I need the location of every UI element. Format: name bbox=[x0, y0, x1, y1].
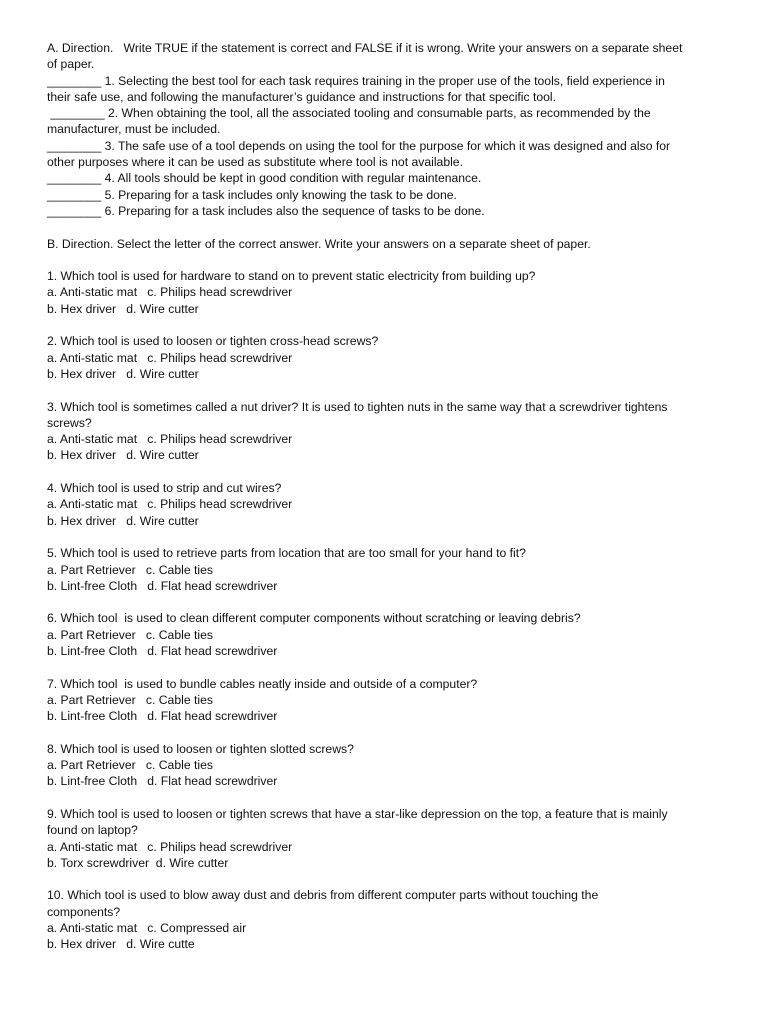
question-5 bbox=[47, 545, 727, 594]
question-7 bbox=[47, 676, 727, 725]
choices-b-d: b. Lint-free Cloth d. Flat head screwdriver bbox=[47, 774, 278, 789]
question-spacer bbox=[47, 871, 727, 887]
choices-a-c: a. Anti-static mat c. Philips head screwdriver bbox=[47, 350, 293, 365]
choices-a-c: a. Part Retriever c. Cable ties bbox=[47, 562, 213, 577]
question-text: 2. Which tool is used to loosen or tighten cross-head screws? bbox=[47, 334, 379, 349]
true-false-item-line: other purposes where it can be used as substitute where tool is not available. bbox=[47, 155, 463, 170]
question-spacer bbox=[47, 382, 727, 398]
true-false-item-line: their safe use, and following the manufacturer’s guidance and instructions for that specific tool. bbox=[47, 89, 557, 104]
question-text: 8. Which tool is used to loosen or tighten slotted screws? bbox=[47, 741, 354, 756]
choices-b-d: b. Hex driver d. Wire cutter bbox=[47, 366, 199, 381]
section-a-direction: A. Direction. Write TRUE if the statement is correct and FALSE if it is wrong. Write your answers on a separate sheet bbox=[47, 41, 683, 55]
question-text: 5. Which tool is used to retrieve parts from location that are too small for your hand to fit? bbox=[47, 546, 526, 561]
question-10 bbox=[47, 887, 727, 952]
choices-b-d: b. Hex driver d. Wire cutter bbox=[47, 301, 199, 316]
question-spacer bbox=[47, 594, 727, 610]
question-spacer bbox=[47, 724, 727, 740]
choices-a-c: a. Part Retriever c. Cable ties bbox=[47, 627, 213, 642]
question-2 bbox=[47, 333, 727, 382]
question-text: components? bbox=[47, 904, 121, 919]
true-false-item-line: ________ 4. All tools should be kept in good condition with regular maintenance. bbox=[47, 171, 482, 186]
choices-b-d: b. Hex driver d. Wire cutter bbox=[47, 448, 199, 463]
true-false-item-line: ________ 6. Preparing for a task includes also the sequence of tasks to be done. bbox=[47, 203, 485, 218]
true-false-item-line: ________ 2. When obtaining the tool, all the associated tooling and consumable parts, as recommended by the bbox=[47, 106, 651, 121]
question-text: 6. Which tool is used to clean different computer components without scratching or leaving debris? bbox=[47, 611, 581, 626]
question-8 bbox=[47, 741, 727, 790]
choices-b-d: b. Lint-free Cloth d. Flat head screwdriver bbox=[47, 709, 278, 724]
choices-b-d: b. Hex driver d. Wire cutte bbox=[47, 937, 195, 952]
question-spacer bbox=[47, 252, 727, 268]
choices-a-c: a. Anti-static mat c. Philips head screwdriver bbox=[47, 432, 293, 447]
section-a-direction-continued: of paper. bbox=[47, 57, 95, 72]
worksheet-page bbox=[47, 40, 727, 953]
choices-b-d: b. Torx screwdriver d. Wire cutter bbox=[47, 855, 229, 870]
question-4 bbox=[47, 480, 727, 529]
true-false-item-line: manufacturer, must be included. bbox=[47, 122, 221, 137]
question-text: 1. Which tool is used for hardware to stand on to prevent static electricity from building up? bbox=[47, 269, 536, 284]
question-spacer bbox=[47, 529, 727, 545]
choices-a-c: a. Part Retriever c. Cable ties bbox=[47, 692, 213, 707]
choices-b-d: b. Lint-free Cloth d. Flat head screwdriver bbox=[47, 643, 278, 658]
section-spacer bbox=[47, 219, 727, 235]
question-text: 4. Which tool is used to strip and cut wires? bbox=[47, 481, 282, 496]
question-text: found on laptop? bbox=[47, 823, 138, 838]
section-b-direction: B. Direction. Select the letter of the correct answer. Write your answers on a separate sheet of paper. bbox=[47, 236, 591, 251]
choices-a-c: a. Anti-static mat c. Philips head screwdriver bbox=[47, 839, 293, 854]
question-9 bbox=[47, 806, 727, 871]
question-3 bbox=[47, 399, 727, 464]
choices-a-c: a. Part Retriever c. Cable ties bbox=[47, 758, 213, 773]
question-1 bbox=[47, 268, 727, 317]
question-6 bbox=[47, 610, 727, 659]
question-spacer bbox=[47, 790, 727, 806]
question-text: 7. Which tool is used to bundle cables neatly inside and outside of a computer? bbox=[47, 676, 478, 691]
true-false-item-line: ________ 3. The safe use of a tool depends on using the tool for the purpose for which it was designed and also for bbox=[47, 138, 671, 153]
question-text: 10. Which tool is used to blow away dust and debris from different computer parts without touching the bbox=[47, 888, 599, 903]
section-a bbox=[47, 40, 727, 219]
choices-b-d: b. Hex driver d. Wire cutter bbox=[47, 513, 199, 528]
true-false-item-line: ________ 1. Selecting the best tool for each task requires training in the proper use of the tools, field experience in bbox=[47, 73, 665, 88]
true-false-item-line: ________ 5. Preparing for a task includes only knowing the task to be done. bbox=[47, 187, 457, 202]
question-spacer bbox=[47, 659, 727, 675]
section-b bbox=[47, 236, 727, 953]
choices-a-c: a. Anti-static mat c. Philips head screwdriver bbox=[47, 497, 293, 512]
question-text: 3. Which tool is sometimes called a nut driver? It is used to tighten nuts in the same way that a screwdriver tightens bbox=[47, 399, 668, 414]
choices-a-c: a. Anti-static mat c. Philips head screwdriver bbox=[47, 285, 293, 300]
question-text: 9. Which tool is used to loosen or tighten screws that have a star-like depression on the top, a feature that is mainly bbox=[47, 806, 668, 821]
question-spacer bbox=[47, 464, 727, 480]
choices-a-c: a. Anti-static mat c. Compressed air bbox=[47, 921, 247, 936]
question-spacer bbox=[47, 317, 727, 333]
choices-b-d: b. Lint-free Cloth d. Flat head screwdriver bbox=[47, 578, 278, 593]
question-text: screws? bbox=[47, 415, 92, 430]
